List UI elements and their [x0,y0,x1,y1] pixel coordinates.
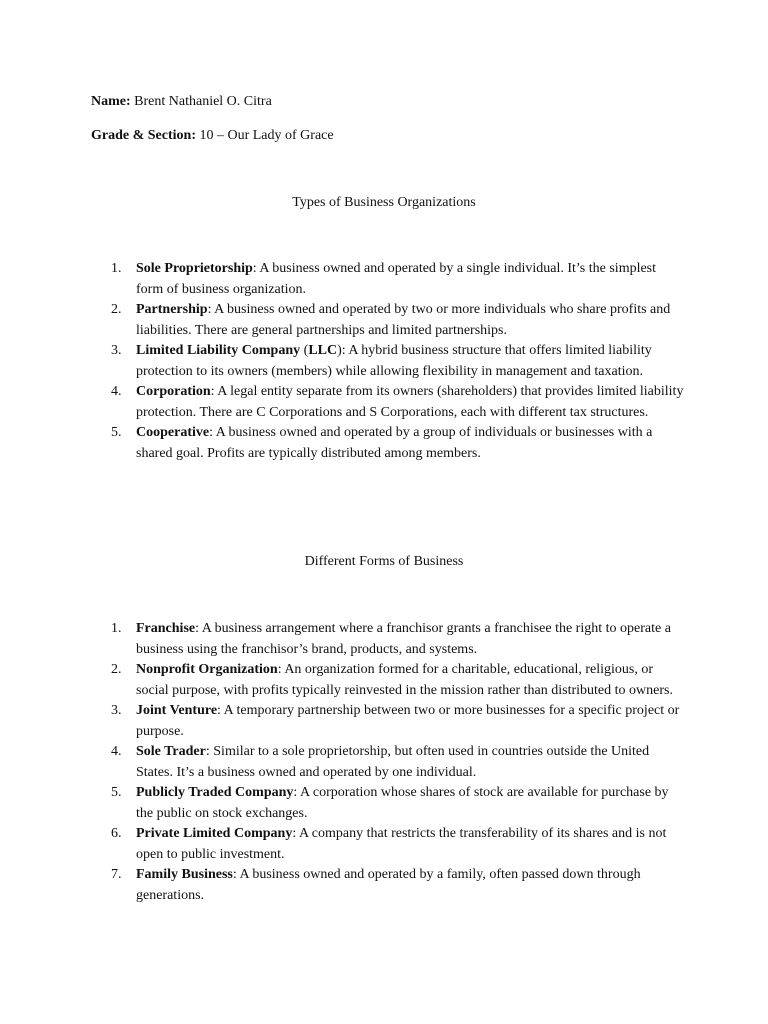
name-field [91,93,272,111]
grade-section-value: 10 – Our Lady of Grace [195,128,334,143]
list-item-number: 1. [111,621,122,636]
list-item [0,865,684,906]
list-item-term: Private Limited Company [136,826,293,841]
list-item-text: : A business owned and operated by a single individual. It’s the simplest form of business organization. [136,261,657,297]
list-item-number: 5. [111,425,122,440]
list-item-text: : A business owned and operated by a group of individuals or businesses with a shared goal. Profits are typically distributed among members. [136,425,653,461]
list-item [0,660,684,701]
list-item [0,824,684,865]
list-item [0,783,684,824]
list-item-text: : A corporation whose shares of stock are available for purchase by the public on stock exchanges. [136,785,669,821]
list-item-number: 3. [111,343,122,358]
list-item-term: Sole Proprietorship [136,261,253,276]
list-item-term: Limited Liability Company [136,343,301,358]
list-item-term: Joint Venture [136,703,218,718]
list-item-number: 3. [111,703,122,718]
list-item-text: ( [300,343,309,358]
list-item [0,300,684,341]
list-item [0,382,684,423]
list-item-term: Nonprofit Organization [136,662,278,677]
grade-section-field [91,127,334,145]
list-item-term: Family Business [136,867,233,882]
list-item [0,341,684,382]
list-item [0,619,684,660]
list-item-text: : Similar to a sole proprietorship, but often used in countries outside the United States. It’s a business owned and operated by one individual. [136,744,650,780]
list-item-number: 2. [111,662,122,677]
section-title-forms: Different Forms of Business [304,554,464,569]
list-item-text: : A business arrangement where a franchisor grants a franchisee the right to operate a business using the franchisor’s brand, products, and systems. [136,621,671,657]
list-item-text: : A temporary partnership between two or more businesses for a specific project or purpose. [136,703,680,739]
name-value: Brent Nathaniel O. Citra [130,94,272,109]
list-item-term: Publicly Traded Company [136,785,294,800]
list-item-text: : A business owned and operated by two or more individuals who share profits and liabilities. There are general partnerships and limited partnerships. [136,302,671,338]
list-item-term: Sole Trader [136,744,206,759]
list-item-number: 4. [111,744,122,759]
list-item-text: : A company that restricts the transferability of its shares and is not open to public investment. [136,826,667,862]
section-title-types: Types of Business Organizations [292,195,476,210]
list-item-term: Franchise [136,621,196,636]
list-item [0,701,684,742]
list-item-term: Cooperative [136,425,210,440]
list-item [0,742,684,783]
list-item [0,423,684,464]
types-list [0,259,768,464]
list-item-term: Corporation [136,384,211,399]
list-item-term: Partnership [136,302,208,317]
list-item-number: 5. [111,785,122,800]
list-item-text: : An organization formed for a charitable, educational, religious, or social purpose, with profits typically reinvested in the mission rather than distributed to owners. [136,662,673,698]
list-item-text: : A legal entity separate from its owners (shareholders) that provides limited liability protection. There are C Corporations and S Corporations, each with different tax structures. [136,384,684,420]
list-item-number: 1. [111,261,122,276]
grade-section-label: Grade & Section: [91,128,196,143]
list-item-term: LLC [308,343,338,358]
list-item-number: 4. [111,384,122,399]
name-label: Name: [91,94,131,109]
list-item-number: 7. [111,867,122,882]
list-item-number: 2. [111,302,122,317]
list-item-text: : A business owned and operated by a family, often passed down through generations. [136,867,641,903]
list-item-text: ): A hybrid business structure that offers limited liability protection to its owners (members) while allowing flexibility in management and taxation. [136,343,652,379]
list-item [0,259,684,300]
forms-list [0,619,768,906]
list-item-number: 6. [111,826,122,841]
